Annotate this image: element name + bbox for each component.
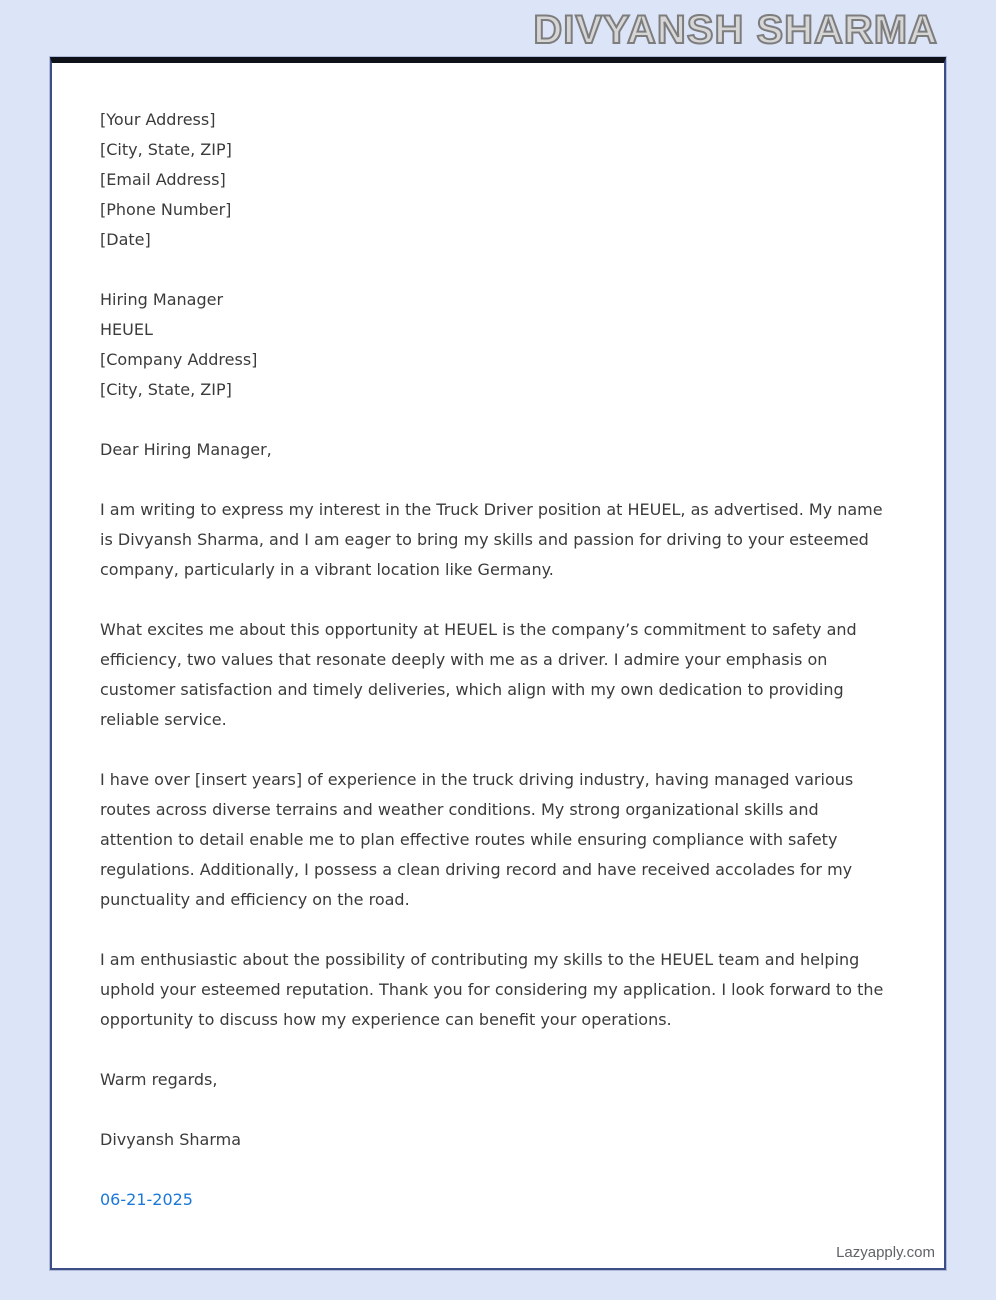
sender-line: [Phone Number] bbox=[100, 200, 232, 219]
sender-address-block bbox=[100, 105, 896, 255]
paragraph: I have over [insert years] of experience in the truck driving industry, having managed various routes across diverse terrains and weather conditions. My strong organizational skills and attention to detail enable me to plan effective routes while ensuring compliance with safety regulations. Additionally, I possess a clean driving record and have received accolades for my punctuality and efficiency on the road. bbox=[100, 770, 854, 909]
signature-name: Divyansh Sharma bbox=[100, 1130, 241, 1149]
recipient-address-block bbox=[100, 285, 896, 405]
sender-line: [City, State, ZIP] bbox=[100, 140, 232, 159]
paragraph: I am writing to express my interest in the Truck Driver position at HEUEL, as advertised. My name is Divyansh Sharma, and I am eager to bring my skills and passion for driving to your esteemed company, particularly in a vibrant location like Germany. bbox=[100, 500, 883, 579]
recipient-line: [City, State, ZIP] bbox=[100, 380, 232, 399]
footer-branding: Lazyapply.com bbox=[836, 1244, 935, 1261]
recipient-line: [Company Address] bbox=[100, 350, 258, 369]
letter-content bbox=[52, 63, 944, 1215]
sender-line: [Email Address] bbox=[100, 170, 226, 189]
header-name: DIVYANSH SHARMA bbox=[533, 8, 938, 52]
salutation: Dear Hiring Manager, bbox=[100, 440, 272, 459]
paragraph: What excites me about this opportunity at HEUEL is the company’s commitment to safety and efficiency, two values that resonate deeply with me as a driver. I admire your emphasis on customer satisfaction and timely deliveries, which align with my own dedication to providing reliable service. bbox=[100, 620, 857, 729]
sender-line: [Date] bbox=[100, 230, 151, 249]
recipient-line: HEUEL bbox=[100, 320, 153, 339]
sender-line: [Your Address] bbox=[100, 110, 216, 129]
letter-page bbox=[50, 57, 946, 1270]
closing: Warm regards, bbox=[100, 1070, 218, 1089]
date-link[interactable]: 06-21-2025 bbox=[100, 1190, 193, 1209]
paragraph: I am enthusiastic about the possibility of contributing my skills to the HEUEL team and helping uphold your esteemed reputation. Thank you for considering my application. I look forward to the opportunity to discuss how my experience can benefit your operations. bbox=[100, 950, 884, 1029]
recipient-line: Hiring Manager bbox=[100, 290, 224, 309]
